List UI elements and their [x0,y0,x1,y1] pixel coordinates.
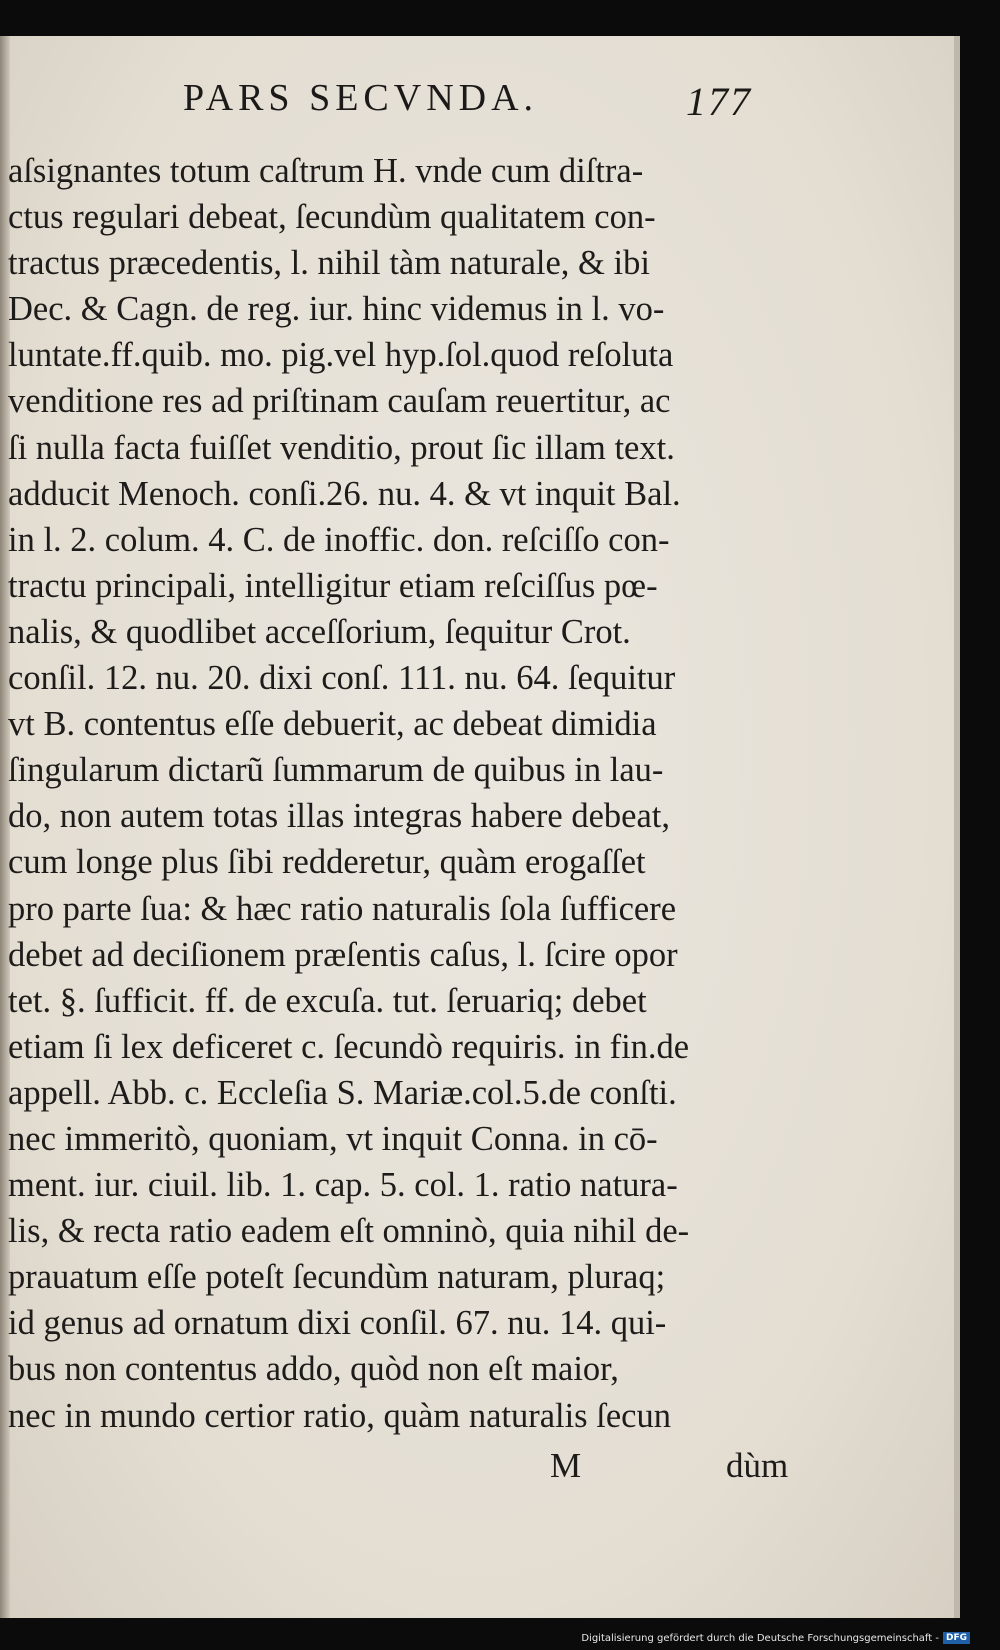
text-line: etiam ſi lex deficeret c. ſecundò requiris. in fin.de [8,1027,690,1066]
text-line: debet ad deciſionem præſentis caſus, l. ſcire opor [8,935,678,974]
dfg-logo: DFG [943,1632,970,1644]
text-line: nalis, & quodlibet acceſſorium, ſequitur Crot. [8,612,631,651]
text-line: nec in mundo certior ratio, quàm naturalis ſecun [8,1396,671,1435]
text-line: in l. 2. colum. 4. C. de inoffic. don. reſciſſo con- [8,520,670,559]
text-line: ſingularum dictarũ ſummarum de quibus in lau- [8,751,664,790]
text-line: cum longe plus ſibi redderetur, quàm erogaſſet [8,843,646,882]
text-line: luntate.ff.quib. mo. pig.vel hyp.ſol.quod reſoluta [8,336,674,375]
signature-mark: M [550,1446,582,1485]
running-head: PARS SECVNDA. [183,77,539,119]
text-line: venditione res ad priſtinam cauſam reuertitur, ac [8,382,671,421]
text-line: tractu principali, intelligitur etiam reſciſſus pœ- [8,566,658,605]
text-line: adducit Menoch. conſi.26. nu. 4. & vt inquit Bal. [8,474,681,513]
text-line: id genus ad ornatum dixi conſil. 67. nu. 14. qui- [8,1304,667,1343]
text-line: tractus præcedentis, l. nihil tàm naturale, & ibi [8,244,650,283]
text-line: Dec. & Cagn. de reg. iur. hinc videmus in l. vo- [8,290,665,329]
text-line: bus non contentus addo, quòd non eſt maior, [8,1350,619,1389]
text-line: ſi nulla facta fuiſſet venditio, prout ſic illam text. [8,428,675,467]
text-line: prauatum eſſe poteſt ſecundùm naturam, pluraq; [8,1258,666,1297]
text-line: pro parte ſua: & hæc ratio naturalis ſola ſufficere [8,889,677,928]
page-number: 177 [686,79,752,124]
catchword: dùm [726,1446,789,1485]
text-line: do, non autem totas illas integras habere debeat, [8,797,670,836]
page-header [0,76,960,136]
text-line: tet. §. ſufficit. ff. de excuſa. tut. ſeruariq; debet [8,981,647,1020]
text-line: vt B. contentus eſſe debuerit, ac debeat dimidia [8,705,657,744]
text-line: appell. Abb. c. Eccleſia S. Mariæ.col.5.de conſti. [8,1073,677,1112]
text-line: ment. iur. ciuil. lib. 1. cap. 5. col. 1. ratio natura- [8,1166,678,1205]
text-line: ctus regulari debeat, ſecundùm qualitatem con- [8,198,656,237]
book-page [0,36,960,1618]
text-line: lis, & recta ratio eadem eſt omninò, quia nihil de- [8,1212,690,1251]
text-line: conſil. 12. nu. 20. dixi conſ. 111. nu. 64. ſequitur [8,659,676,698]
digitization-credit [581,1632,970,1644]
text-line: nec immeritò, quoniam, vt inquit Conna. in cō- [8,1119,658,1158]
body-text [8,148,798,1439]
page-foot [0,1446,960,1496]
credit-text: Digitalisierung gefördert durch die Deutsche Forschungsgemeinschaft - [581,1632,939,1644]
text-line: aſsignantes totum caſtrum H. vnde cum diſtra- [8,152,644,190]
